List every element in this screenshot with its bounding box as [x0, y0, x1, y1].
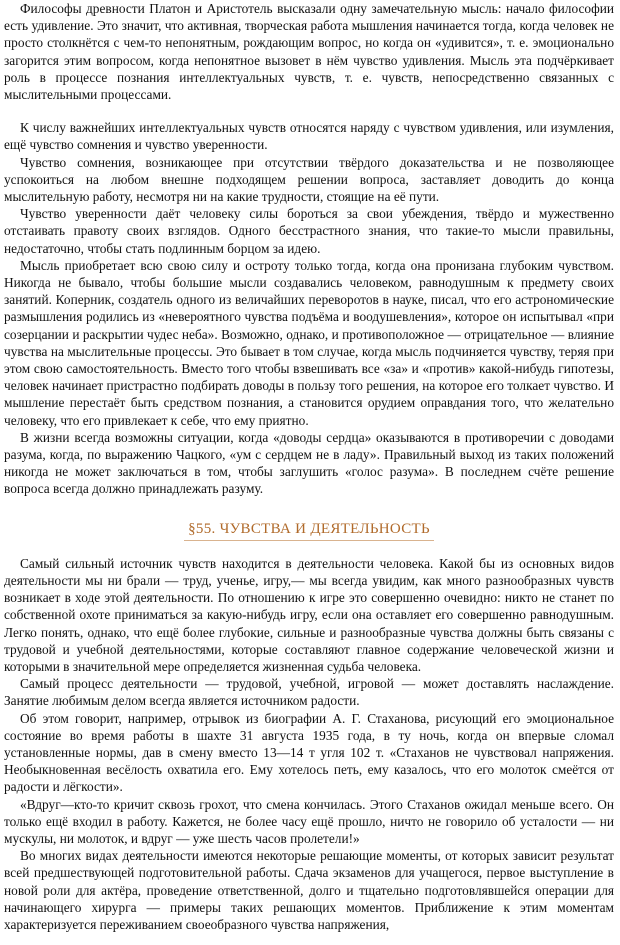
section-heading: §55. ЧУВСТВА И ДЕЯТЕЛЬНОСТЬ — [184, 521, 434, 541]
paragraph: Во многих видах деятельности имеются некоторые решающие моменты, от которых зависит результат всей предшествующей подготовительной работы. Сдача экзаменов для учащегося, первое выступление в новой роли для актёра, проведение ответственной, долго и тщательно подготовлявшейся операции для начинающего хирурга — примеры таких решающих моментов. Приближение к этим моментам характеризуется переживанием своеобразного чувства напряжения, — [4, 848, 614, 932]
text-block-before — [4, 0, 614, 498]
paragraph: Самый процесс деятельности — трудовой, учебной, игровой — может доставлять наслаждение. Занятие любимым делом всегда является источником радости. — [4, 676, 614, 709]
paragraph: Об этом говорит, например, отрывок из биографии А. Г. Стаханова, рисующий его эмоциональное состояние во время работы в шахте 31 августа 1935 года, в ту ночь, когда он впервые сломал установленные нормы, дав в смену вместо 13—14 т угля 102 т. «Стаханов не чувствовал напряжения. Необыкновенная весёлость охватила его. Ему хотелось петь, ему казалось, что его молоток смеётся от радости и лёгкости». — [4, 710, 614, 795]
paragraph: Чувство сомнения, возникающее при отсутствии твёрдого доказательства и не позволяющее успокоиться на любом внешне подходящем решении вопроса, заставляет доводить до конца мыслительную работу, несмотря ни на какие трудности, стоящие на её пути. — [4, 154, 614, 205]
paragraph: Мысль приобретает всю свою силу и остроту только тогда, когда она пронизана глубоким чувством. Никогда не бывало, чтобы большие мысли создавались человеком, равнодушным к предмету своих занятий. Коперник, создатель одного из величайших переворотов в науке, писал, что его астрономические размышления родились из «невероятного чувства подъёма и воодушевления», которое он испытывал «при созерцании и раскрытии чудес неба». Возможно, однако, и противоположное — отрицательное — влияние чувства на мыслительные процессы. Это бывает в том случае, когда мысль подчиняется чувству, теряя при этом свою самостоятельность. Вместо того чтобы взвешивать все «за» и «против» какой-нибудь гипотезы, человек начинает пристрастно подбирать доводы в пользу того решения, на которое его толкает чувство. И мышление перестаёт быть средством познания, а становится орудием оправдания того, что желательно человеку, что его привлекает к себе, что ему приятно. — [4, 257, 614, 428]
text-block-after — [4, 555, 614, 933]
paragraph: Чувство уверенности даёт человеку силы бороться за свои убеждения, твёрдо и мужественно отстаивать правоту своих взглядов. Одного бесстрастного знания, что такие-то мысли правильны, недостаточно, чтобы стать подлинным борцом за идею. — [4, 206, 614, 256]
paragraph: «Вдруг—кто-то кричит сквозь грохот, что смена кончилась. Этого Стаханов ожидал меньше всего. Он только ещё входил в работу. Кажется, не более часу ещё прошло, ничто не говорило об усталости — ни мускулы, ни молоток, и вдруг — уже шесть часов пролетели!» — [4, 796, 614, 846]
paragraph: К числу важнейших интеллектуальных чувств относятся наряду с чувством удивления, или изумления, ещё чувство сомнения и чувство уверенности. — [4, 120, 614, 153]
paragraph: Самый сильный источник чувств находится в деятельности человека. Какой бы из основных видов деятельности мы ни брали — труд, ученье, игру,— мы всегда увидим, как много разнообразных чувств возникает в ходе этой деятельности. По отношению к игре это совершенно очевидно: никто не станет по собственной охоте приниматься за какую-нибудь игру, если она оставляет его совершенно равнодушным. Легко понять, однако, что ещё более глубокие, сильные и разнообразные чувства должны быть связаны с трудовой и учебной деятельностями, которые составляют главное содержание человеческой жизни и которыми в значительной мере определяется жизненная судьба человека. — [4, 555, 614, 674]
section-heading-wrap — [4, 520, 614, 541]
paragraph: В жизни всегда возможны ситуации, когда «доводы сердца» оказываются в противоречии с доводами разума, когда, по выражению Чацкого, «ум с сердцем не в ладу». Правильный выход из таких положений никогда не может заключаться в том, чтобы заглушить «голос разума». В последнем счёте решение вопроса всегда должно принадлежать разуму. — [4, 429, 614, 497]
paragraph: Философы древности Платон и Аристотель высказали одну замечательную мысль: начало философии есть удивление. Это значит, что активная, творческая работа мышления начинается тогда, когда человек не просто столкнётся с чем-то непонятным, рождающим вопрос, но когда он «удивится», т. е. эмоционально загорится этим вопросом, когда непонятное вызовет в нём чувство удивления. Мысль эта подчёркивает роль в процессе познания интеллектуальных чувств, т. е. чувств, непосредственно связанных с мыслительными процессами. — [4, 1, 614, 103]
